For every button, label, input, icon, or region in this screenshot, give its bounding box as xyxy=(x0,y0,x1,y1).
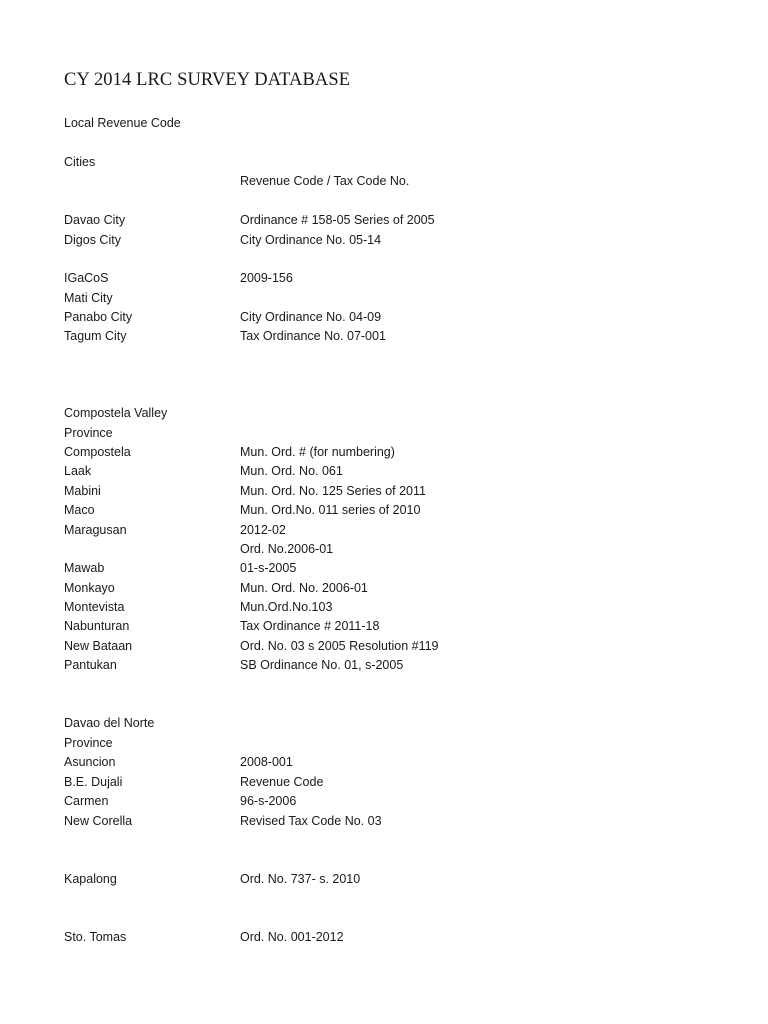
municipality-code: Mun. Ord.No. 011 series of 2010 xyxy=(240,503,421,517)
municipality-code: Mun. Ord. No. 061 xyxy=(240,464,343,478)
municipality-code: 01-s-2005 xyxy=(240,561,297,575)
municipality-code: Mun. Ord. No. 2006-01 xyxy=(240,581,368,595)
municipality-code: Ord. No. 737- s. 2010 xyxy=(240,872,361,886)
municipality-name: Mawab xyxy=(64,561,105,575)
municipality-name: Compostela xyxy=(64,445,131,459)
municipality-name: New Corella xyxy=(64,814,133,828)
province-heading: Davao del Norte xyxy=(64,716,155,730)
municipality-code: Revised Tax Code No. 03 xyxy=(240,814,382,828)
city-name: Tagum City xyxy=(64,329,127,343)
city-name: Davao City xyxy=(64,213,126,227)
city-code: Tax Ordinance No. 07-001 xyxy=(240,329,386,343)
municipality-code: 2008-001 xyxy=(240,755,293,769)
municipality-name: B.E. Dujali xyxy=(64,775,123,789)
city-code: 2009-156 xyxy=(240,271,293,285)
municipality-code: Tax Ordinance # 2011-18 xyxy=(240,619,380,633)
municipality-name: Maco xyxy=(64,503,95,517)
city-name: Mati City xyxy=(64,291,113,305)
city-name: IGaCoS xyxy=(64,271,109,285)
province-heading: Compostela Valley xyxy=(64,406,168,420)
city-name: Panabo City xyxy=(64,310,133,324)
municipality-code: 96-s-2006 xyxy=(240,794,297,808)
municipality-code: Mun.Ord.No.103 xyxy=(240,600,333,614)
municipality-name: Sto. Tomas xyxy=(64,930,127,944)
municipality-code: Ord. No. 03 s 2005 Resolution #119 xyxy=(240,639,439,653)
municipality-name: Maragusan xyxy=(64,523,127,537)
municipality-name: Asuncion xyxy=(64,755,116,769)
document-title: CY 2014 LRC SURVEY DATABASE xyxy=(64,70,351,90)
municipality-name: Mabini xyxy=(64,484,101,498)
city-name: Digos City xyxy=(64,233,121,247)
municipality-name: Pantukan xyxy=(64,658,117,672)
municipality-name: Monkayo xyxy=(64,581,115,595)
municipality-name: New Bataan xyxy=(64,639,133,653)
city-code: City Ordinance No. 04-09 xyxy=(240,310,382,324)
municipality-code: Ord. No.2006-01 xyxy=(240,542,334,556)
municipality-name: Carmen xyxy=(64,794,109,808)
city-code: Ordinance # 158-05 Series of 2005 xyxy=(240,213,435,227)
municipality-name: Nabunturan xyxy=(64,619,130,633)
municipality-code: Ord. No. 001-2012 xyxy=(240,930,344,944)
city-code: City Ordinance No. 05-14 xyxy=(240,233,382,247)
municipality-name: Montevista xyxy=(64,600,125,614)
municipality-code: SB Ordinance No. 01, s-2005 xyxy=(240,658,404,672)
province-heading: Province xyxy=(64,426,113,440)
municipality-name: Laak xyxy=(64,464,92,478)
municipality-code: Mun. Ord. # (for numbering) xyxy=(240,445,395,459)
municipality-name: Kapalong xyxy=(64,872,117,886)
province-heading: Province xyxy=(64,736,113,750)
subtitle: Local Revenue Code xyxy=(64,116,181,130)
cities-heading: Cities xyxy=(64,155,96,169)
municipality-code: 2012-02 xyxy=(240,523,286,537)
column-header: Revenue Code / Tax Code No. xyxy=(240,174,410,188)
municipality-code: Mun. Ord. No. 125 Series of 2011 xyxy=(240,484,426,498)
municipality-code: Revenue Code xyxy=(240,775,324,789)
